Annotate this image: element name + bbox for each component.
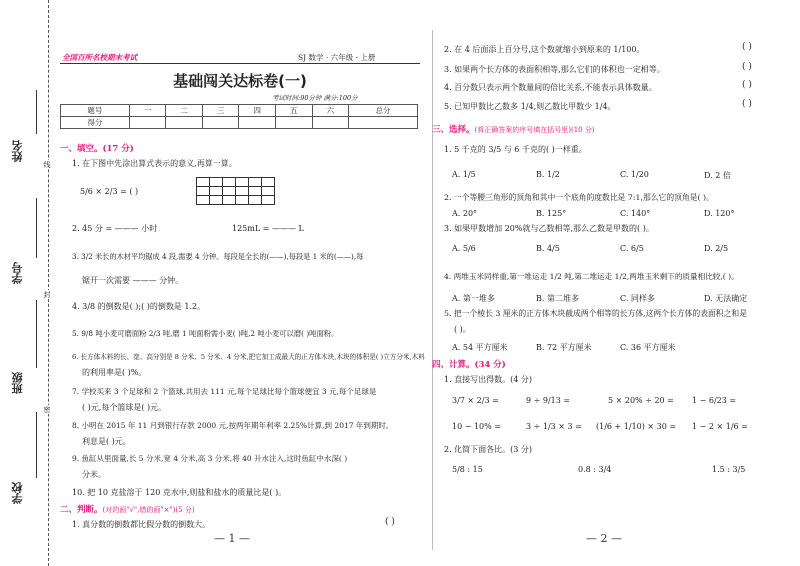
calc-2-item-2: 0.8 : 3/4 [578, 465, 612, 474]
subject-label: SJ 数学 · 六年级 · 上册 [298, 53, 376, 62]
choice-3: 3. 如果甲数增加 20%就与乙数相等,那么乙数是甲数的( )。 [444, 224, 654, 233]
score-table-header-row [61, 105, 418, 117]
question-3b: 锯开一次需要 ——— 分钟。 [82, 276, 184, 285]
question-4: 4. 3/8 的倒数是( );( )的倒数是 1.2。 [72, 302, 206, 311]
choice-5-option-c[interactable]: C. 36 平方厘米 [620, 343, 676, 352]
choice-2-option-a[interactable]: A. 20° [452, 209, 478, 218]
score-table [60, 104, 418, 129]
choice-4-option-c[interactable]: C. 同样多 [620, 294, 655, 303]
score-table-score-row [61, 117, 418, 129]
judge-5: 5. 已知甲数比乙数多 1/4,则乙数比甲数少 1/4。 [444, 102, 616, 111]
calc-1-item-1: 3/7 × 2/3 = [452, 396, 499, 405]
page-title: 基础闯关达标卷(一) [173, 72, 307, 90]
header-rule [60, 63, 420, 64]
question-9b: 分米。 [82, 470, 106, 479]
question-3a: 3. 3/2 米长的木材平均锯成 4 段,需要 4 分钟。每段是全长的(——),每段是 1 米的(——),每 [72, 252, 364, 261]
choice-2: 2. 一个等腰三角形的顶角和其中一个底角的度数比是 7:1,那么它的顶角是( )。 [444, 193, 714, 202]
seal-mark-1: 线 [43, 161, 51, 168]
page-number-1: — 1 — [214, 532, 250, 545]
score-input-cell[interactable] [166, 117, 203, 129]
judge-4: 4. 百分数只表示两个数量间的倍比关系,不能表示具体数量。 [444, 83, 657, 92]
brand-label: 全国百所名校期末考试 [62, 53, 137, 62]
question-6b: 的利用率是( )%。 [82, 368, 147, 377]
class-label: 班级 [11, 372, 24, 394]
choice-5-option-a[interactable]: A. 54 平方厘米 [452, 343, 508, 352]
calc-1-item-2: 9 ÷ 9/13 = [526, 396, 571, 405]
class-line [36, 300, 37, 368]
question-1: 1. 在下图中先涂出算式表示的意义,再算一算。 [72, 159, 237, 168]
score-cell: 一 [129, 105, 166, 117]
score-input-cell[interactable] [312, 117, 349, 129]
exam-time-note: 考试时间:90分钟 满分:100分 [272, 94, 358, 102]
name-label: 姓名 [11, 140, 24, 162]
question-7a: 7. 学校买来 3 个足球和 2 个篮球,共用去 111 元,每个足球比每个篮球便宜 3 元,每个足球是 [72, 387, 377, 396]
seal-mark-3: 密 [43, 406, 51, 413]
choice-2-option-c[interactable]: C. 140° [620, 209, 651, 218]
calc-2-item-3: 1.5 : 3/5 [712, 465, 746, 474]
choice-5b: ( )。 [454, 325, 471, 334]
calc-1-item-5: 10 − 10% = [452, 422, 501, 431]
score-cell: 四 [239, 105, 276, 117]
student-id-line [36, 198, 37, 258]
question-2b: 125mL = ——— L [232, 224, 304, 233]
choice-1-option-d[interactable]: D. 2 倍 [704, 171, 731, 180]
choice-4-option-d[interactable]: D. 无法确定 [704, 294, 748, 303]
score-cell: 二 [166, 105, 203, 117]
question-8b: 利息是( )元。 [82, 437, 131, 446]
question-10: 10. 把 10 克盐溶于 120 克水中,则盐和盐水的质量比是( )。 [72, 488, 287, 497]
page-divider [432, 30, 433, 550]
judge-1-answer[interactable]: ( ) [385, 517, 395, 527]
choice-1-option-a[interactable]: A. 1/5 [452, 170, 476, 179]
question-2a: 2. 45 分 = ——— 小时 [72, 224, 158, 233]
question-6a: 6. 长方体木料的长、宽、高分别是 8 分米、5 分米、4 分米,把它加工成最大的正方体木块,木块的体积是( )立方分米,木料 [72, 353, 425, 361]
calc-1-heading: 1. 直接写出得数。(4 分) [444, 375, 533, 384]
section-2-note: (对的画"√",错的画"×")(5 分) [102, 506, 195, 514]
choice-3-option-d[interactable]: D. 2/5 [704, 244, 729, 253]
school-line [36, 412, 37, 478]
choice-1: 1. 5 千克的 3/5 与 6 千克的( )一样重。 [444, 145, 587, 154]
section-2-title: 二、判断。 [60, 505, 103, 515]
seal-mark-2: 封 [43, 291, 51, 298]
section-3-note: (将正确答案的序号填在括号里)(10 分) [474, 126, 595, 134]
calc-1-item-3: 5 × 20% ÷ 20 = [608, 396, 674, 405]
page-number-2: — 2 — [586, 532, 622, 545]
calc-1-item-6: 3 ÷ 1/3 × 3 = [526, 422, 582, 431]
choice-4: 4. 两堆玉米同样重,第一堆运走 1/2 吨,第二堆运走 1/2,两堆玉米剩下的质量相比较,( )。 [444, 272, 739, 281]
judge-2-answer[interactable]: ( ) [742, 42, 752, 52]
calc-1-item-7: (1/6 + 1/10) × 30 = [596, 422, 677, 431]
choice-3-option-b[interactable]: B. 4/5 [536, 244, 560, 253]
choice-4-option-b[interactable]: B. 第二堆多 [536, 294, 579, 303]
judge-4-answer[interactable]: ( ) [742, 80, 752, 90]
score-cell: 三 [202, 105, 239, 117]
score-input-cell[interactable] [349, 117, 418, 129]
section-3-heading [432, 123, 595, 135]
score-cell: 五 [276, 105, 313, 117]
score-cell: 总分 [349, 105, 418, 117]
binding-strip [0, 0, 56, 566]
choice-4-option-a[interactable]: A. 第一堆多 [452, 294, 495, 303]
name-line [36, 90, 37, 134]
calc-2-item-1: 5/8 : 15 [452, 465, 483, 474]
shading-grid[interactable] [196, 177, 275, 205]
question-1-expression: 5/6 × 2/3 = ( ) [80, 187, 139, 196]
choice-5-option-b[interactable]: B. 72 平方厘米 [536, 343, 592, 352]
score-input-cell[interactable] [239, 117, 276, 129]
choice-1-option-b[interactable]: B. 1/2 [536, 170, 560, 179]
choice-3-option-a[interactable]: A. 5/6 [452, 244, 476, 253]
judge-2: 2. 在 4 后面添上百分号,这个数就缩小到原来的 1/100。 [444, 45, 645, 54]
question-8a: 8. 小明在 2015 年 11 月到银行存款 2000 元,按两年期年利率 2.25%计算,到 2017 年到期时, [72, 421, 389, 430]
judge-3: 3. 如果两个长方体的表面积相等,那么它们的体积也一定相等。 [444, 65, 665, 74]
choice-5a: 5. 把一个棱长 3 厘米的正方体木块截成两个相等的长方体,这两个长方体的表面积之和是 [444, 309, 747, 318]
choice-2-option-b[interactable]: B. 125° [536, 209, 567, 218]
question-5: 5. 9/8 吨小麦可磨面粉 2/3 吨,磨 1 吨面粉需小麦( )吨,2 吨小麦可以磨( )吨面粉。 [72, 329, 339, 338]
section-4-heading: 四、计算。(34 分) [432, 360, 506, 370]
calc-1-item-4: 1 − 6/23 = [692, 396, 737, 405]
score-input-cell[interactable] [129, 117, 166, 129]
score-cell: 得分 [61, 117, 130, 129]
school-label: 学校 [11, 482, 24, 504]
judge-1: 1. 真分数的倒数都比假分数的倒数大。 [72, 520, 211, 529]
section-3-title: 三、选择。 [432, 125, 475, 135]
choice-2-option-d[interactable]: D. 120° [704, 209, 735, 218]
binding-dashed-line [48, 0, 49, 566]
question-9a: 9. 鱼缸从里面量,长 5 分米,宽 4 分米,高 3 分米,将 40 升水注入,这时鱼缸中水深( ) [72, 454, 348, 463]
judge-5-answer[interactable]: ( ) [742, 99, 752, 109]
score-cell: 六 [312, 105, 349, 117]
question-7b: ( )元,每个篮球是( )元。 [82, 403, 167, 412]
score-input-cell[interactable] [276, 117, 313, 129]
calc-1-item-8: 1 − 2 × 1/6 = [692, 422, 748, 431]
choice-1-option-c[interactable]: C. 1/20 [620, 170, 649, 179]
score-input-cell[interactable] [202, 117, 239, 129]
score-cell: 题号 [61, 105, 130, 117]
section-1-heading: 一、填空。(17 分) [60, 144, 134, 154]
choice-3-option-c[interactable]: C. 6/5 [620, 244, 644, 253]
judge-3-answer[interactable]: ( ) [742, 62, 752, 72]
calc-2-heading: 2. 化简下面各比。(3 分) [444, 445, 533, 454]
student-id-label: 学号 [11, 262, 24, 284]
section-2-heading [60, 503, 195, 515]
